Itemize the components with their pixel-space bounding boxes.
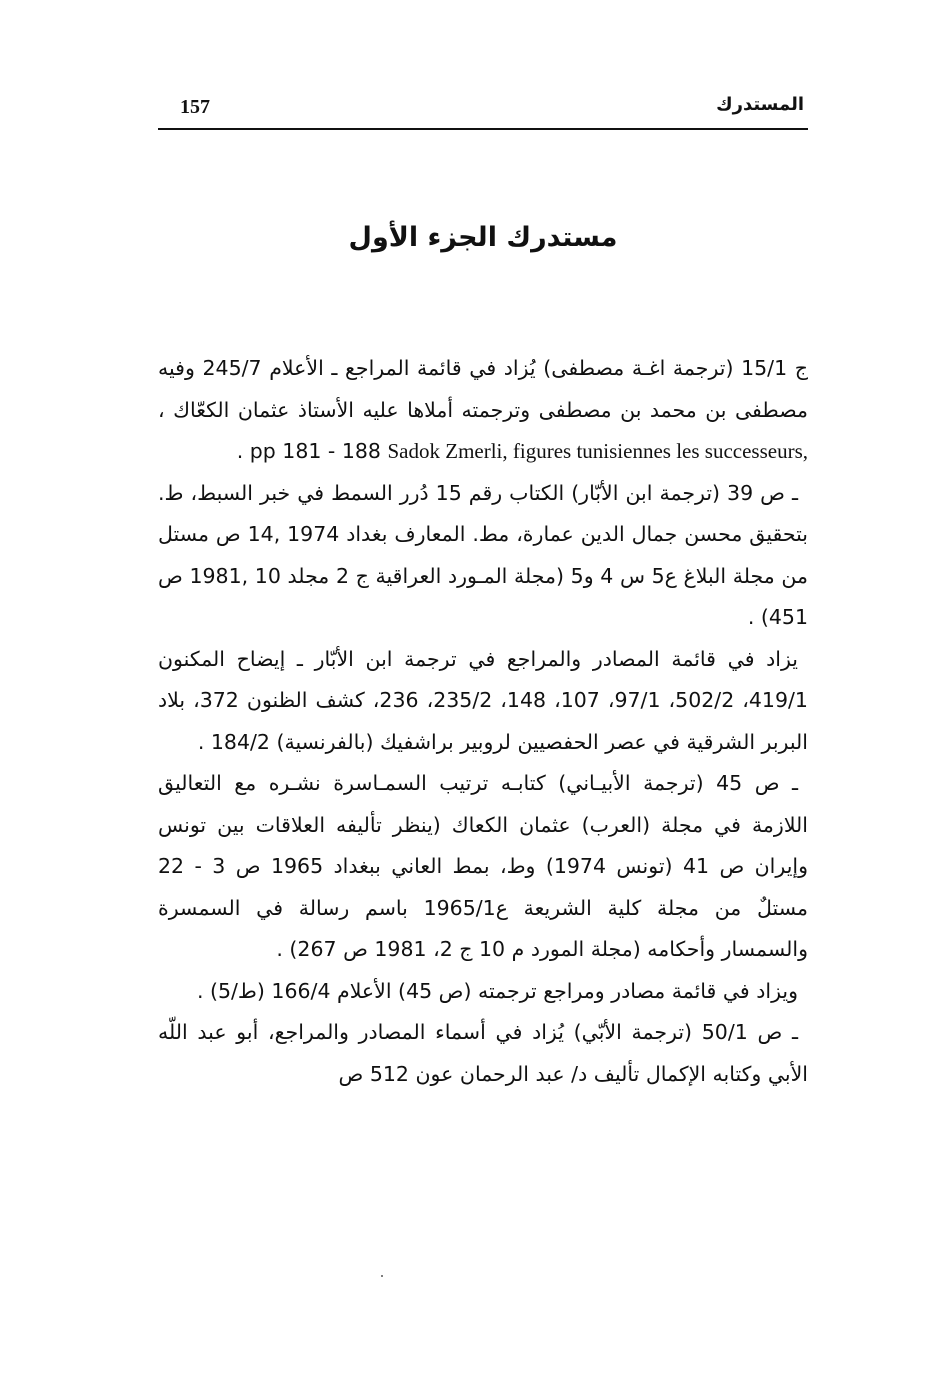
paragraph-3: يزاد في قائمة المصادر والمراجع في ترجمة ابن الأبّار ـ إيضاح المكنون 419/1، 502/2، 97/1، 107، 148، 235/2، 236، كشف الظنون 372، بلاد البربر الشرقية في عصر الحفصيين لروبير براشفيك (بالفرنسية) 184/2 . — [158, 646, 808, 754]
paragraph-1-text: ج 15/1 (ترجمة اغـة مصطفى) يُزاد في قائمة المراجع ـ الأعلام 245/7 وفيه مصطفى بن محمد بن مصطفى وترجمته أملاها عليه الأستاذ عثمان الكعّاك ، — [158, 356, 809, 422]
page-number: 157 — [180, 96, 210, 118]
paragraph-6: ـ ص 50/1 (ترجمة الأبّي) يُزاد في أسماء المصادر والمراجع، أبو عبد اللّه الأبي وكتابه الإكمال تأليف د/ عبد الرحمان عون 512 ص — [158, 1020, 808, 1086]
paragraph-4: ـ ص 45 (ترجمة الأبيـاني) كتابـه ترتيب السمـاسرة نشـره مع التعاليق اللازمة في مجلة (العرب) عثمان الكعاك (ينظر تأليفه العلاقات بين تونس وإيران ص 41 (تونس 1974) وط، بمط العاني ببغداد 1965 ص 3 - 22 مستلٌ من مجلة كلية الشريعة ع1965/1 باسم رسالة في السمسرة والسمسار وأحكامه (مجلة المورد م 10 ج 2، 1981 ص 267) . — [158, 771, 808, 961]
page-header — [158, 88, 808, 130]
running-head: المستدرك — [716, 94, 804, 115]
paragraph-1 — [158, 348, 808, 473]
scan-speck — [381, 1275, 383, 1277]
paragraph-2: ـ ص 39 (ترجمة ابن الأبّار) الكتاب رقم 15 دُرر السمط في خبر السبط، ط. بتحقيق محسن جمال الدين عمارة، مط. المعارف بغداد 1974 ,14 ص مستل من مجلة البلاغ ع5 س 4 و5 (مجلة المـورد العراقية ج 2 مجلد 10 ,1981 ص 451) . — [158, 480, 808, 629]
paragraph-1-pages: pp 181 - 188 . — [236, 439, 388, 463]
paragraph-1-latin-citation: Sadok Zmerli, figures tunisiennes les successeurs, — [387, 439, 808, 463]
page-title: مستدرك الجزء الأول — [348, 222, 618, 253]
body-text — [158, 348, 808, 1095]
paragraph-5: ويزاد في قائمة مصادر ومراجع ترجمته (ص 45) الأعلام 166/4 (ط/5) . — [196, 978, 798, 1003]
